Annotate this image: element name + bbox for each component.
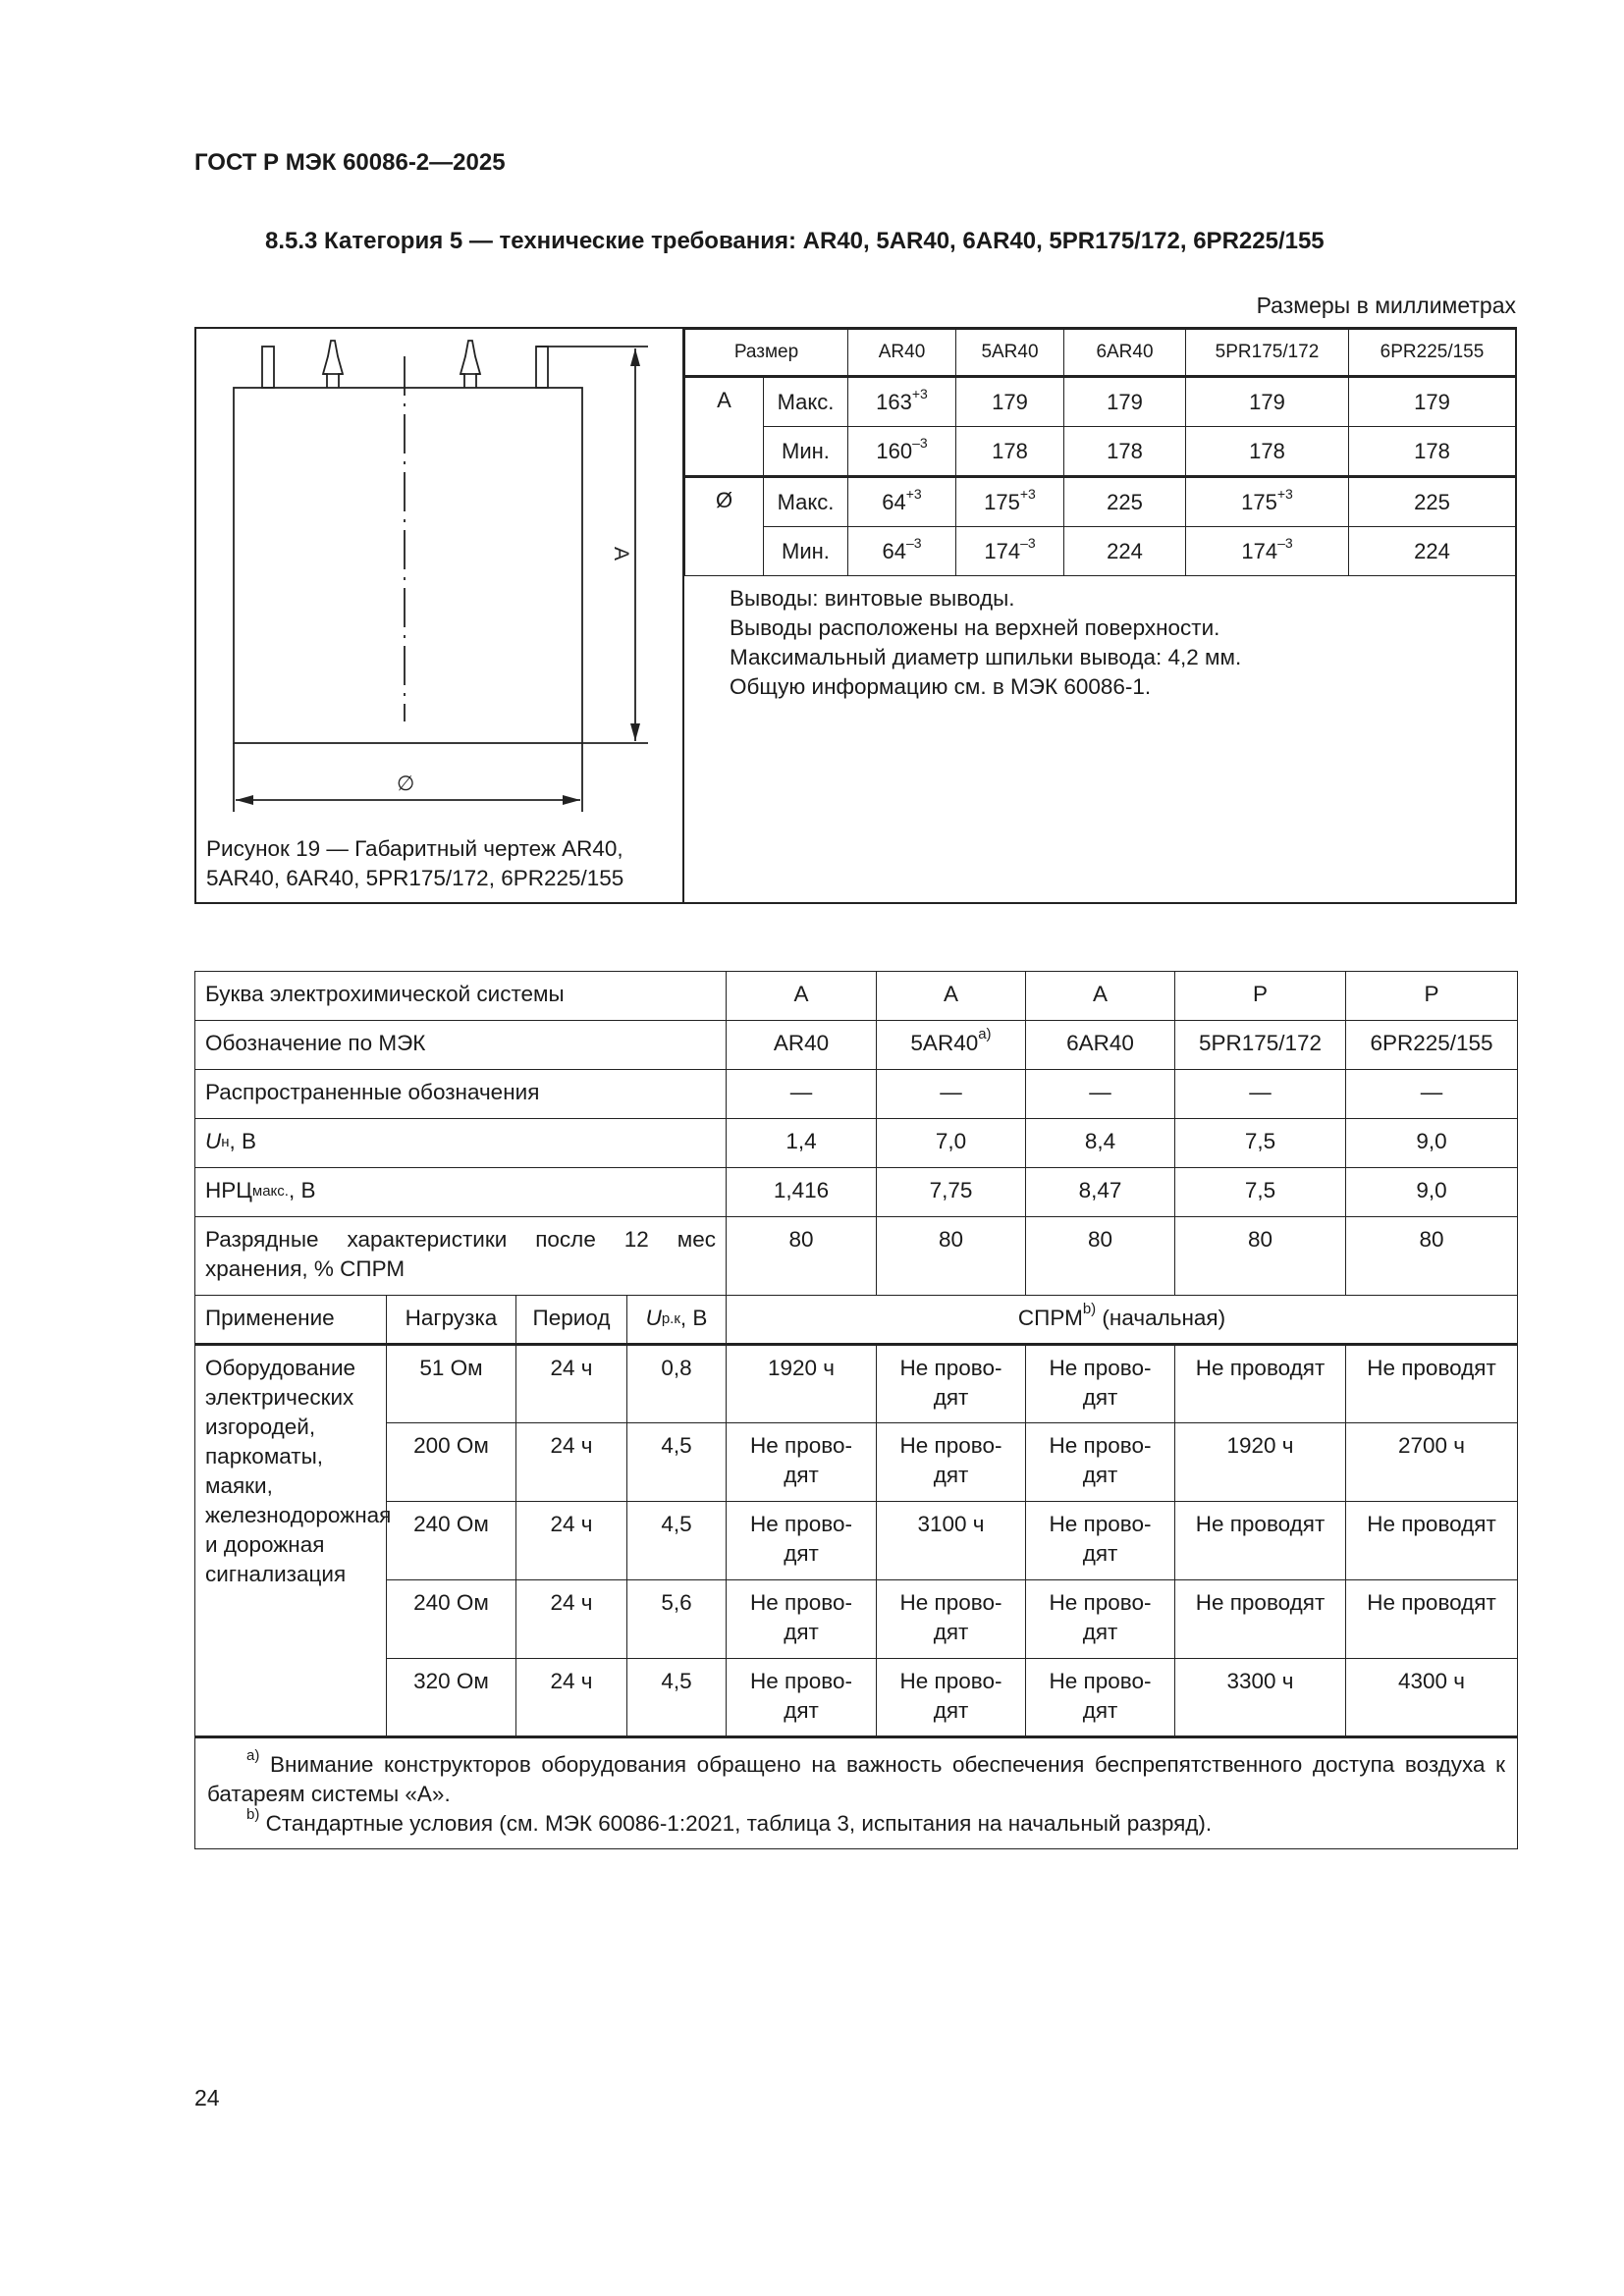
value-cell: 80 bbox=[1175, 1217, 1346, 1296]
size-header: 6AR40 bbox=[1064, 330, 1186, 377]
note-line: Выводы расположены на верхней поверхности. bbox=[730, 615, 1220, 640]
size-cell: 225 bbox=[1064, 477, 1186, 527]
result-cell: Не проводят bbox=[1346, 1502, 1518, 1580]
characteristics-table bbox=[194, 971, 1518, 1849]
row-d-label: Ø bbox=[685, 477, 764, 576]
value-cell: — bbox=[727, 1070, 877, 1119]
load-cell: 200 Ом bbox=[387, 1423, 516, 1502]
size-cell: 224 bbox=[1349, 527, 1516, 576]
result-cell: 2700 ч bbox=[1346, 1423, 1518, 1502]
page-number: 24 bbox=[194, 2085, 220, 2110]
footnote-b: $^{b)}$ Стандартные условия (см. МЭК 60086-1:2021, таблица 3, испытания на начальный разряд). bbox=[246, 1806, 1213, 1836]
note-line: Общую информацию см. в МЭК 60086-1. bbox=[730, 674, 1152, 699]
result-cell: Не прово-дят bbox=[877, 1580, 1026, 1659]
size-header: 5PR175/172 bbox=[1186, 330, 1349, 377]
period-cell: 24 ч bbox=[516, 1423, 627, 1502]
footnote-a: $^{a)}$ Внимание конструкторов оборудования обращено на важность обеспечения беспрепятственного доступа воздуха к батареям системы «A». bbox=[207, 1747, 1505, 1806]
row-label: Распространенные обозначения bbox=[195, 1070, 727, 1119]
result-cell: Не прово-дят bbox=[1026, 1580, 1175, 1659]
value-cell: 9,0 bbox=[1346, 1119, 1518, 1168]
result-cell: Не проводят bbox=[1346, 1580, 1518, 1659]
value-cell: 7,5 bbox=[1175, 1168, 1346, 1217]
value-cell: 1,4 bbox=[727, 1119, 877, 1168]
value-cell: 80 bbox=[1026, 1217, 1175, 1296]
application-header: Применение bbox=[195, 1296, 387, 1345]
result-cell: Не прово-дят bbox=[727, 1423, 877, 1502]
result-cell: Не проводят bbox=[1175, 1502, 1346, 1580]
size-header: 6PR225/155 bbox=[1349, 330, 1516, 377]
battery-dimension-drawing bbox=[196, 329, 682, 829]
result-cell: Не прово-дят bbox=[877, 1659, 1026, 1737]
document-header: ГОСТ Р МЭК 60086-2—2025 bbox=[194, 149, 506, 176]
table-footnotes bbox=[195, 1737, 1518, 1849]
voltage-cell: 4,5 bbox=[627, 1423, 727, 1502]
size-cell: 178 bbox=[1186, 427, 1349, 477]
value-cell: 8,4 bbox=[1026, 1119, 1175, 1168]
value-cell: — bbox=[1026, 1070, 1175, 1119]
terminal-notes bbox=[730, 584, 1476, 702]
max-label: Макс. bbox=[764, 377, 848, 427]
result-cell: Не прово-дят bbox=[877, 1345, 1026, 1423]
row-a-label: A bbox=[685, 377, 764, 477]
terminal-right bbox=[536, 347, 548, 388]
value-cell: 80 bbox=[877, 1217, 1026, 1296]
figure-caption bbox=[206, 834, 677, 893]
value-cell: AR40 bbox=[727, 1021, 877, 1070]
result-cell: Не прово-дят bbox=[1026, 1423, 1175, 1502]
value-cell: 7,0 bbox=[877, 1119, 1026, 1168]
diameter-label: ∅ bbox=[397, 772, 415, 795]
size-cell: 178 bbox=[1064, 427, 1186, 477]
size-cell: 179 bbox=[1064, 377, 1186, 427]
value-cell: 5PR175/172 bbox=[1175, 1021, 1346, 1070]
height-label: A bbox=[610, 547, 632, 561]
terminal-left bbox=[262, 347, 274, 388]
value-cell: A bbox=[1026, 972, 1175, 1021]
units-note: Размеры в миллиметрах bbox=[1256, 293, 1516, 318]
period-header: Период bbox=[516, 1296, 627, 1345]
size-cell: $174^{-3}$ bbox=[1186, 527, 1349, 576]
row-label: $U_н$, В bbox=[195, 1119, 727, 1168]
size-cell: $175^{+3}$ bbox=[956, 477, 1064, 527]
value-cell: — bbox=[877, 1070, 1026, 1119]
min-label: Мин. bbox=[764, 427, 848, 477]
row-label: Обозначение по МЭК bbox=[195, 1021, 727, 1070]
size-cell: 179 bbox=[956, 377, 1064, 427]
value-cell: A bbox=[727, 972, 877, 1021]
result-cell: Не прово-дят bbox=[1026, 1659, 1175, 1737]
dimensions-block bbox=[194, 327, 1517, 904]
value-cell: 9,0 bbox=[1346, 1168, 1518, 1217]
caption-line: 5AR40, 6AR40, 5PR175/172, 6PR225/155 bbox=[206, 866, 624, 890]
size-cell: $160^{-3}$ bbox=[848, 427, 956, 477]
size-cell: $175^{+3}$ bbox=[1186, 477, 1349, 527]
voltage-cell: 0,8 bbox=[627, 1345, 727, 1423]
result-cell: Не прово-дят bbox=[1026, 1502, 1175, 1580]
load-cell: 240 Ом bbox=[387, 1580, 516, 1659]
result-cell: 3300 ч bbox=[1175, 1659, 1346, 1737]
section-title: 8.5.3 Категория 5 — технические требования: AR40, 5AR40, 6AR40, 5PR175/172, 6PR225/155 bbox=[265, 228, 1325, 254]
sprm-header: СПРМ$^{b)}$ (начальная) bbox=[727, 1296, 1518, 1345]
voltage-cell: 4,5 bbox=[627, 1502, 727, 1580]
value-cell: 7,75 bbox=[877, 1168, 1026, 1217]
load-cell: 320 Ом bbox=[387, 1659, 516, 1737]
result-cell: 1920 ч bbox=[727, 1345, 877, 1423]
result-cell: Не прово-дят bbox=[727, 1659, 877, 1737]
result-cell: Не прово-дят bbox=[727, 1502, 877, 1580]
value-cell: 80 bbox=[727, 1217, 877, 1296]
value-cell: 6PR225/155 bbox=[1346, 1021, 1518, 1070]
value-cell: 6AR40 bbox=[1026, 1021, 1175, 1070]
row-label: $НРЦ_{макс.}$, В bbox=[195, 1168, 727, 1217]
note-line: Выводы: винтовые выводы. bbox=[730, 586, 1015, 611]
row-label: Разрядные характеристики после 12 мес хранения, % СПРМ bbox=[195, 1217, 727, 1296]
size-cell: $174^{-3}$ bbox=[956, 527, 1064, 576]
result-cell: Не прово-дят bbox=[727, 1580, 877, 1659]
caption-line: Рисунок 19 — Габаритный чертеж AR40, bbox=[206, 836, 623, 861]
size-cell: 179 bbox=[1349, 377, 1516, 427]
result-cell: Не прово-дят bbox=[1026, 1345, 1175, 1423]
voltage-header: $U_{р.к}$, В bbox=[627, 1296, 727, 1345]
min-label: Мин. bbox=[764, 527, 848, 576]
size-cell: $64^{-3}$ bbox=[848, 527, 956, 576]
period-cell: 24 ч bbox=[516, 1502, 627, 1580]
size-cell: $163^{+3}$ bbox=[848, 377, 956, 427]
size-cell: 179 bbox=[1186, 377, 1349, 427]
load-cell: 240 Ом bbox=[387, 1502, 516, 1580]
period-cell: 24 ч bbox=[516, 1345, 627, 1423]
result-cell: 3100 ч bbox=[877, 1502, 1026, 1580]
figure-cell bbox=[196, 329, 684, 902]
result-cell: Не прово-дят bbox=[877, 1423, 1026, 1502]
value-cell: 5AR40$^{a)}$ bbox=[877, 1021, 1026, 1070]
value-cell: 8,47 bbox=[1026, 1168, 1175, 1217]
size-cell: $64^{+3}$ bbox=[848, 477, 956, 527]
load-cell: 51 Ом bbox=[387, 1345, 516, 1423]
max-label: Макс. bbox=[764, 477, 848, 527]
value-cell: P bbox=[1346, 972, 1518, 1021]
load-header: Нагрузка bbox=[387, 1296, 516, 1345]
size-table bbox=[684, 329, 1516, 576]
value-cell: 7,5 bbox=[1175, 1119, 1346, 1168]
value-cell: 1,416 bbox=[727, 1168, 877, 1217]
value-cell: A bbox=[877, 972, 1026, 1021]
result-cell: 1920 ч bbox=[1175, 1423, 1346, 1502]
size-cell: 225 bbox=[1349, 477, 1516, 527]
size-header: 5AR40 bbox=[956, 330, 1064, 377]
period-cell: 24 ч bbox=[516, 1659, 627, 1737]
result-cell: Не проводят bbox=[1175, 1345, 1346, 1423]
period-cell: 24 ч bbox=[516, 1580, 627, 1659]
note-line: Максимальный диаметр шпильки вывода: 4,2 мм. bbox=[730, 645, 1242, 669]
row-label: Буква электрохимической системы bbox=[195, 972, 727, 1021]
size-cell: 224 bbox=[1064, 527, 1186, 576]
terminal-screw-right bbox=[460, 341, 480, 388]
voltage-cell: 4,5 bbox=[627, 1659, 727, 1737]
value-cell: — bbox=[1346, 1070, 1518, 1119]
size-cell: 178 bbox=[1349, 427, 1516, 477]
result-cell: Не проводят bbox=[1175, 1580, 1346, 1659]
result-cell: Не проводят bbox=[1346, 1345, 1518, 1423]
size-header-label: Размер bbox=[685, 330, 848, 377]
value-cell: — bbox=[1175, 1070, 1346, 1119]
battery-body bbox=[234, 388, 582, 743]
size-cell: 178 bbox=[956, 427, 1064, 477]
terminal-screw-left bbox=[323, 341, 343, 388]
voltage-cell: 5,6 bbox=[627, 1580, 727, 1659]
application-cell: Оборудование электрических изгородей, паркоматы, маяки, железнодорожная и дорожная сигнализация bbox=[195, 1345, 387, 1737]
result-cell: 4300 ч bbox=[1346, 1659, 1518, 1737]
value-cell: P bbox=[1175, 972, 1346, 1021]
value-cell: 80 bbox=[1346, 1217, 1518, 1296]
size-header: AR40 bbox=[848, 330, 956, 377]
